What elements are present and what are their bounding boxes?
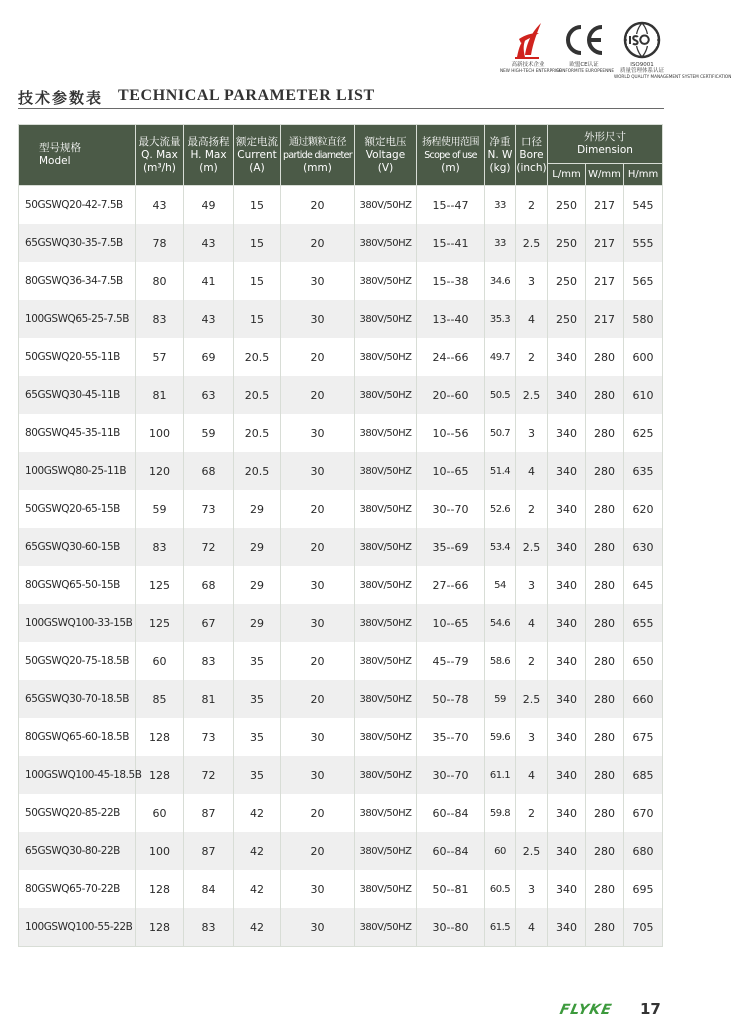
cell-voltage: 380V/50HZ — [355, 528, 417, 566]
cell-scope: 45--79 — [417, 642, 485, 680]
cell-scope: 35--70 — [417, 718, 485, 756]
cell-height: 695 — [624, 870, 663, 908]
page-title — [18, 86, 664, 108]
col-header-width: W/mm — [586, 164, 624, 186]
cell-bore: 4 — [516, 300, 548, 338]
cell-model: 80GSWQ45-35-11B — [19, 414, 136, 452]
cell-weight: 60.5 — [485, 870, 516, 908]
cell-voltage: 380V/50HZ — [355, 680, 417, 718]
cell-current: 20.5 — [234, 338, 281, 376]
cell-weight: 59.8 — [485, 794, 516, 832]
table-row — [19, 490, 663, 528]
cell-scope: 60--84 — [417, 794, 485, 832]
cell-current: 35 — [234, 642, 281, 680]
cell-voltage: 380V/50HZ — [355, 870, 417, 908]
cell-height: 610 — [624, 376, 663, 414]
col-header-weight: 净重 N. W (kg) — [485, 125, 516, 186]
cell-flow: 128 — [136, 870, 184, 908]
table-row — [19, 832, 663, 870]
cell-width: 280 — [586, 794, 624, 832]
cell-particle: 30 — [281, 262, 355, 300]
parameter-table — [18, 124, 663, 947]
cell-length: 340 — [548, 908, 586, 947]
col-header-head: 最高扬程 H. Max (m) — [184, 125, 234, 186]
hitech-caption-cn: 高新技术企业 — [511, 62, 545, 68]
cell-bore: 2.5 — [516, 376, 548, 414]
cell-scope: 15--41 — [417, 224, 485, 262]
cell-head: 72 — [184, 756, 234, 794]
iso-badge — [614, 18, 731, 79]
cell-bore: 2.5 — [516, 680, 548, 718]
hitech-caption-en: NEW HIGH-TECH ENTERPRISE — [500, 68, 562, 73]
cell-particle: 20 — [281, 680, 355, 718]
cell-voltage: 380V/50HZ — [355, 338, 417, 376]
cell-length: 340 — [548, 794, 586, 832]
cell-weight: 59 — [485, 680, 516, 718]
cell-width: 280 — [586, 604, 624, 642]
cell-weight: 33 — [485, 224, 516, 262]
cell-scope: 27--66 — [417, 566, 485, 604]
cell-bore: 2 — [516, 338, 548, 376]
cell-particle: 30 — [281, 566, 355, 604]
cell-current: 42 — [234, 870, 281, 908]
cell-weight: 51.4 — [485, 452, 516, 490]
iso-mark-icon — [622, 20, 662, 60]
cell-current: 20.5 — [234, 376, 281, 414]
cell-head: 41 — [184, 262, 234, 300]
cell-weight: 59.6 — [485, 718, 516, 756]
cell-scope: 15--47 — [417, 186, 485, 225]
cell-model: 80GSWQ65-50-15B — [19, 566, 136, 604]
cell-current: 20.5 — [234, 452, 281, 490]
cell-length: 340 — [548, 376, 586, 414]
cell-height: 580 — [624, 300, 663, 338]
cell-weight: 60 — [485, 832, 516, 870]
cell-bore: 3 — [516, 262, 548, 300]
iso-caption-number: ISO9001 — [630, 62, 654, 68]
cell-model: 65GSWQ30-60-15B — [19, 528, 136, 566]
ce-caption-cn: 欧盟CE认证 — [569, 62, 599, 68]
cell-flow: 60 — [136, 642, 184, 680]
cell-weight: 53.4 — [485, 528, 516, 566]
page-title-cn: 技术参数表 — [18, 89, 104, 107]
table-row — [19, 870, 663, 908]
col-header-dimension: 外形尺寸 Dimension — [548, 125, 663, 164]
table-row — [19, 604, 663, 642]
cell-particle: 20 — [281, 490, 355, 528]
ce-caption-en: CONFORMITE EUROPEENNE — [556, 68, 614, 73]
cell-length: 340 — [548, 452, 586, 490]
table-row — [19, 642, 663, 680]
cell-scope: 10--56 — [417, 414, 485, 452]
cell-model: 100GSWQ100-33-15B — [19, 604, 136, 642]
cell-head: 83 — [184, 908, 234, 947]
cell-flow: 128 — [136, 756, 184, 794]
cell-width: 280 — [586, 452, 624, 490]
cell-height: 675 — [624, 718, 663, 756]
cell-flow: 100 — [136, 414, 184, 452]
cell-flow: 125 — [136, 604, 184, 642]
cell-voltage: 380V/50HZ — [355, 452, 417, 490]
table-header-row — [19, 125, 663, 164]
cell-scope: 20--60 — [417, 376, 485, 414]
cell-length: 340 — [548, 604, 586, 642]
cell-flow: 78 — [136, 224, 184, 262]
cell-length: 340 — [548, 528, 586, 566]
cell-current: 29 — [234, 566, 281, 604]
cell-current: 42 — [234, 908, 281, 947]
cell-length: 340 — [548, 870, 586, 908]
cell-particle: 20 — [281, 186, 355, 225]
cell-head: 69 — [184, 338, 234, 376]
cell-particle: 30 — [281, 908, 355, 947]
cell-voltage: 380V/50HZ — [355, 300, 417, 338]
certification-logos — [500, 18, 731, 90]
cell-width: 280 — [586, 376, 624, 414]
cell-bore: 3 — [516, 414, 548, 452]
cell-head: 49 — [184, 186, 234, 225]
cell-particle: 30 — [281, 452, 355, 490]
cell-scope: 60--84 — [417, 832, 485, 870]
table-row — [19, 566, 663, 604]
cell-model: 50GSWQ20-85-22B — [19, 794, 136, 832]
cell-bore: 2 — [516, 794, 548, 832]
cell-particle: 20 — [281, 338, 355, 376]
cell-width: 217 — [586, 186, 624, 225]
cell-voltage: 380V/50HZ — [355, 414, 417, 452]
cell-scope: 10--65 — [417, 604, 485, 642]
cell-flow: 43 — [136, 186, 184, 225]
cell-current: 35 — [234, 718, 281, 756]
cell-particle: 20 — [281, 642, 355, 680]
cell-particle: 30 — [281, 718, 355, 756]
table-row — [19, 718, 663, 756]
cell-flow: 100 — [136, 832, 184, 870]
cell-particle: 20 — [281, 528, 355, 566]
cell-width: 217 — [586, 262, 624, 300]
cell-head: 73 — [184, 490, 234, 528]
page-title-en: TECHNICAL PARAMETER LIST — [118, 87, 375, 104]
cell-head: 72 — [184, 528, 234, 566]
cell-model: 65GSWQ30-80-22B — [19, 832, 136, 870]
ce-badge — [556, 18, 612, 73]
cell-head: 84 — [184, 870, 234, 908]
cell-height: 600 — [624, 338, 663, 376]
cell-width: 280 — [586, 832, 624, 870]
col-header-current: 额定电流 Current (A) — [234, 125, 281, 186]
cell-scope: 10--65 — [417, 452, 485, 490]
cell-bore: 3 — [516, 566, 548, 604]
cell-voltage: 380V/50HZ — [355, 262, 417, 300]
cell-height: 645 — [624, 566, 663, 604]
col-header-bore: 口径 Bore (inch) — [516, 125, 548, 186]
cell-bore: 2 — [516, 490, 548, 528]
cell-head: 43 — [184, 300, 234, 338]
cell-particle: 20 — [281, 224, 355, 262]
cell-width: 280 — [586, 566, 624, 604]
cell-head: 81 — [184, 680, 234, 718]
cell-flow: 57 — [136, 338, 184, 376]
cell-head: 43 — [184, 224, 234, 262]
cell-voltage: 380V/50HZ — [355, 794, 417, 832]
cell-current: 35 — [234, 756, 281, 794]
cell-width: 280 — [586, 642, 624, 680]
cell-width: 280 — [586, 414, 624, 452]
cell-current: 35 — [234, 680, 281, 718]
cell-voltage: 380V/50HZ — [355, 642, 417, 680]
cell-current: 15 — [234, 186, 281, 225]
table-body — [19, 186, 663, 947]
cell-weight: 50.5 — [485, 376, 516, 414]
cell-bore: 2.5 — [516, 832, 548, 870]
cell-length: 340 — [548, 414, 586, 452]
cell-head: 59 — [184, 414, 234, 452]
cell-weight: 50.7 — [485, 414, 516, 452]
cell-voltage: 380V/50HZ — [355, 718, 417, 756]
cell-voltage: 380V/50HZ — [355, 566, 417, 604]
ce-mark-icon — [562, 23, 606, 57]
cell-weight: 33 — [485, 186, 516, 225]
col-header-height: H/mm — [624, 164, 663, 186]
cell-weight: 54 — [485, 566, 516, 604]
cell-weight: 35.3 — [485, 300, 516, 338]
cell-model: 100GSWQ80-25-11B — [19, 452, 136, 490]
cell-width: 280 — [586, 870, 624, 908]
cell-scope: 50--81 — [417, 870, 485, 908]
cell-height: 625 — [624, 414, 663, 452]
cell-flow: 128 — [136, 908, 184, 947]
cell-current: 15 — [234, 262, 281, 300]
cell-width: 280 — [586, 338, 624, 376]
cell-head: 73 — [184, 718, 234, 756]
cell-model: 65GSWQ30-70-18.5B — [19, 680, 136, 718]
cell-bore: 2 — [516, 186, 548, 225]
cell-height: 545 — [624, 186, 663, 225]
table-row — [19, 186, 663, 225]
cell-weight: 58.6 — [485, 642, 516, 680]
cell-height: 670 — [624, 794, 663, 832]
cell-voltage: 380V/50HZ — [355, 186, 417, 225]
cell-flow: 60 — [136, 794, 184, 832]
hitech-enterprise-logo — [511, 19, 545, 61]
cell-width: 280 — [586, 718, 624, 756]
cell-scope: 30--80 — [417, 908, 485, 947]
cell-voltage: 380V/50HZ — [355, 756, 417, 794]
cell-flow: 83 — [136, 300, 184, 338]
cell-height: 565 — [624, 262, 663, 300]
cell-flow: 128 — [136, 718, 184, 756]
cell-weight: 61.5 — [485, 908, 516, 947]
cell-current: 29 — [234, 490, 281, 528]
cell-length: 340 — [548, 756, 586, 794]
cell-bore: 2.5 — [516, 528, 548, 566]
cell-width: 217 — [586, 300, 624, 338]
cell-particle: 20 — [281, 832, 355, 870]
cell-bore: 3 — [516, 870, 548, 908]
cell-particle: 30 — [281, 300, 355, 338]
cell-flow: 85 — [136, 680, 184, 718]
cell-weight: 34.6 — [485, 262, 516, 300]
cell-current: 15 — [234, 300, 281, 338]
cell-bore: 3 — [516, 718, 548, 756]
cell-voltage: 380V/50HZ — [355, 376, 417, 414]
cell-flow: 59 — [136, 490, 184, 528]
table-row — [19, 794, 663, 832]
cell-model: 80GSWQ65-70-22B — [19, 870, 136, 908]
cell-head: 67 — [184, 604, 234, 642]
cell-particle: 30 — [281, 756, 355, 794]
table-row — [19, 262, 663, 300]
iso-caption-en: WORLD QUALITY MANAGEMENT SYSTEM CERTIFICATION — [614, 74, 731, 79]
cell-length: 340 — [548, 338, 586, 376]
cell-model: 50GSWQ20-75-18.5B — [19, 642, 136, 680]
cell-flow: 81 — [136, 376, 184, 414]
table-row — [19, 908, 663, 947]
cell-height: 650 — [624, 642, 663, 680]
cell-voltage: 380V/50HZ — [355, 224, 417, 262]
cell-length: 340 — [548, 566, 586, 604]
table-row — [19, 414, 663, 452]
cell-voltage: 380V/50HZ — [355, 908, 417, 947]
cell-weight: 52.6 — [485, 490, 516, 528]
cell-model: 50GSWQ20-65-15B — [19, 490, 136, 528]
cell-head: 68 — [184, 452, 234, 490]
cell-scope: 30--70 — [417, 756, 485, 794]
cell-current: 20.5 — [234, 414, 281, 452]
cell-head: 87 — [184, 794, 234, 832]
table-row — [19, 376, 663, 414]
cell-width: 217 — [586, 224, 624, 262]
cell-weight: 54.6 — [485, 604, 516, 642]
iso-caption-cn: 质量管理体系认证 — [619, 68, 664, 74]
cell-bore: 2.5 — [516, 224, 548, 262]
cell-flow: 83 — [136, 528, 184, 566]
cell-height: 655 — [624, 604, 663, 642]
title-divider — [18, 108, 664, 109]
cell-length: 340 — [548, 680, 586, 718]
cell-width: 280 — [586, 908, 624, 947]
cell-current: 29 — [234, 604, 281, 642]
cell-scope: 15--38 — [417, 262, 485, 300]
cell-scope: 35--69 — [417, 528, 485, 566]
table-row — [19, 338, 663, 376]
hitech-enterprise-badge — [500, 18, 562, 73]
cell-current: 42 — [234, 832, 281, 870]
cell-length: 250 — [548, 224, 586, 262]
col-header-length: L/mm — [548, 164, 586, 186]
cell-current: 42 — [234, 794, 281, 832]
cell-bore: 2 — [516, 642, 548, 680]
cell-model: 100GSWQ100-45-18.5B — [19, 756, 136, 794]
col-header-particle: 通过颗粒直径 partide diameter (mm) — [281, 125, 355, 186]
cell-height: 705 — [624, 908, 663, 947]
cell-weight: 61.1 — [485, 756, 516, 794]
cell-width: 280 — [586, 680, 624, 718]
table-row — [19, 756, 663, 794]
cell-height: 630 — [624, 528, 663, 566]
cell-current: 29 — [234, 528, 281, 566]
cell-length: 340 — [548, 642, 586, 680]
cell-head: 68 — [184, 566, 234, 604]
table-row — [19, 680, 663, 718]
cell-voltage: 380V/50HZ — [355, 832, 417, 870]
cell-scope: 30--70 — [417, 490, 485, 528]
cell-flow: 120 — [136, 452, 184, 490]
cell-height: 555 — [624, 224, 663, 262]
cell-particle: 30 — [281, 604, 355, 642]
cell-model: 100GSWQ100-55-22B — [19, 908, 136, 947]
cell-model: 80GSWQ65-60-18.5B — [19, 718, 136, 756]
cell-flow: 80 — [136, 262, 184, 300]
cell-scope: 50--78 — [417, 680, 485, 718]
col-header-model: 型号规格 Model — [19, 125, 136, 186]
brand-logo: FLYKE — [558, 1002, 614, 1018]
cell-height: 685 — [624, 756, 663, 794]
cell-particle: 20 — [281, 376, 355, 414]
cell-particle: 30 — [281, 414, 355, 452]
table-row — [19, 528, 663, 566]
cell-model: 65GSWQ30-45-11B — [19, 376, 136, 414]
cell-bore: 4 — [516, 908, 548, 947]
col-header-flow: 最大流量 Q. Max (m³/h) — [136, 125, 184, 186]
cell-head: 83 — [184, 642, 234, 680]
cell-flow: 125 — [136, 566, 184, 604]
cell-head: 87 — [184, 832, 234, 870]
col-header-scope: 扬程使用范围 Scope of use (m) — [417, 125, 485, 186]
cell-length: 250 — [548, 186, 586, 225]
cell-voltage: 380V/50HZ — [355, 490, 417, 528]
page-number: 17 — [640, 1000, 661, 1018]
table-row — [19, 452, 663, 490]
cell-width: 280 — [586, 528, 624, 566]
cell-length: 340 — [548, 718, 586, 756]
cell-scope: 24--66 — [417, 338, 485, 376]
cell-model: 100GSWQ65-25-7.5B — [19, 300, 136, 338]
cell-voltage: 380V/50HZ — [355, 604, 417, 642]
cell-particle: 30 — [281, 870, 355, 908]
cell-bore: 4 — [516, 756, 548, 794]
cell-model: 65GSWQ30-35-7.5B — [19, 224, 136, 262]
cell-length: 250 — [548, 300, 586, 338]
cell-height: 620 — [624, 490, 663, 528]
col-header-voltage: 额定电压 Voltage (V) — [355, 125, 417, 186]
cell-particle: 20 — [281, 794, 355, 832]
cell-height: 635 — [624, 452, 663, 490]
cell-bore: 4 — [516, 452, 548, 490]
cell-model: 50GSWQ20-42-7.5B — [19, 186, 136, 225]
cell-bore: 4 — [516, 604, 548, 642]
table-row — [19, 300, 663, 338]
table-row — [19, 224, 663, 262]
page-footer — [560, 1000, 670, 1022]
cell-current: 15 — [234, 224, 281, 262]
cell-width: 280 — [586, 490, 624, 528]
cell-model: 50GSWQ20-55-11B — [19, 338, 136, 376]
cell-length: 340 — [548, 490, 586, 528]
cell-height: 660 — [624, 680, 663, 718]
cell-width: 280 — [586, 756, 624, 794]
cell-model: 80GSWQ36-34-7.5B — [19, 262, 136, 300]
cell-head: 63 — [184, 376, 234, 414]
cell-scope: 13--40 — [417, 300, 485, 338]
cell-length: 340 — [548, 832, 586, 870]
cell-weight: 49.7 — [485, 338, 516, 376]
cell-length: 250 — [548, 262, 586, 300]
cell-height: 680 — [624, 832, 663, 870]
